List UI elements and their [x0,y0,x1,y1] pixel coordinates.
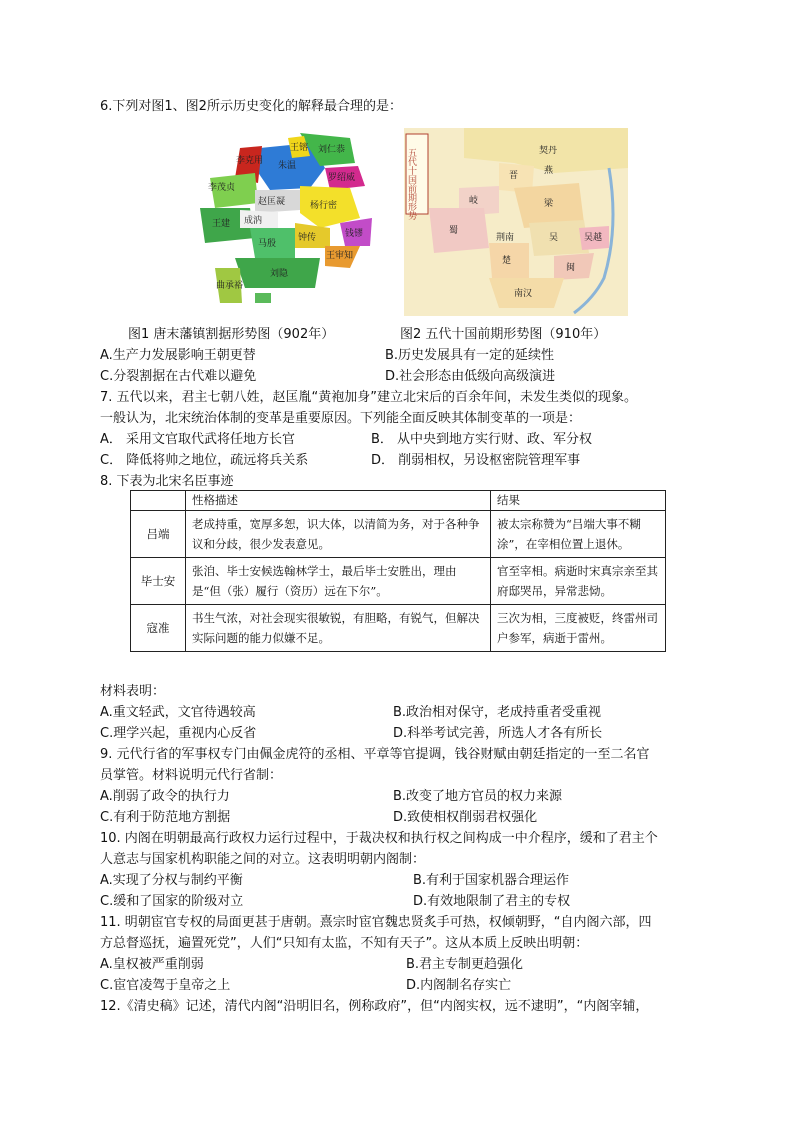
q7-option-d: D． 削弱相权，另设枢密院管理军事 [371,453,581,468]
q8-lead: 材料表明： [100,684,166,699]
map2-label-wuyue: 吴越 [584,233,603,243]
table-header-row [131,491,666,511]
q8-stem: 8. 下表为北宋名臣事迹 [100,474,234,489]
q11-option-d: D.内阁制名存实亡 [406,978,512,993]
q9-option-c: C.有利于防范地方割据 [100,810,231,825]
table-cell-result: 官至宰相。病逝时宋真宗亲至其府邸哭吊，异常悲恸。 [491,558,666,605]
map1-label-yangxingmi: 杨行密 [310,201,338,211]
map1-label-zhaokuangning: 赵匡凝 [258,197,286,207]
map2-label-shu: 蜀 [449,226,459,236]
map1-region-hainan [255,293,271,303]
table-cell-name: 寇准 [131,605,186,652]
map2-label-min: 闽 [566,263,576,273]
map1-label-quchengyu: 曲承裕 [216,281,244,291]
table-row [131,511,666,558]
q7-option-a: A． 采用文官取代武将任地方长官 [100,432,296,447]
map2-label-chu: 楚 [502,256,512,266]
q7-stem-line1: 7. 五代以来，君主七朝八姓，赵匡胤“黄袍加身”建立北宋后的百余年间，未发生类似的现象。 [100,390,638,405]
map2-region-shu [429,208,489,253]
map1-label-wangshenzhi: 王审知 [326,251,354,261]
map2-label-yan: 燕 [544,166,554,176]
q12-stem-line1: 12.《清史稿》记述，清代内阁“沿明旧名，例称政府”，但“内阁实权，远不逮明”，“内阁宰辅， [100,999,649,1014]
q8-option-b: B.政治相对保守，老成持重者受重视 [393,705,602,720]
q10-stem-line1: 10. 内阁在明朝最高行政权力运行过程中，于裁决权和执行权之间构成一中介程序，缓和了君主个 [100,831,658,846]
q7-option-b: B． 从中央到地方实行财、政、军分权 [371,432,593,447]
map2-label-nanhan: 南汉 [514,289,533,299]
map1-label-liurengong: 刘仁恭 [318,145,346,155]
table-row [131,558,666,605]
table-cell-result: 三次为相，三度被贬，终雷州司户参军，病逝于雷州。 [491,605,666,652]
map2-label-liang: 梁 [544,199,554,209]
q6-option-d: D.社会形态由低级向高级演进 [385,369,556,384]
q6-option-c: C.分裂割据在古代难以避免 [100,369,257,384]
table-cell-name: 毕士安 [131,558,186,605]
map1-label-zhongchuan: 钟传 [298,233,317,243]
map2-title: 五代十国前期形势 [406,148,416,220]
q6-stem: 6.下列对图1、图2所示历史变化的解释最合理的是： [100,99,402,114]
q8-option-c: C.理学兴起，重视内心反省 [100,726,257,741]
q10-option-d: D.有效地限制了君主的专权 [413,894,571,909]
map-2-wudai-shiguo [404,128,628,316]
table-row [131,605,666,652]
map1-label-wangrong: 王镕 [290,143,309,153]
map2-label-wu: 吴 [549,233,559,243]
q8-option-d: D.科举考试完善，所选人才各有所长 [393,726,603,741]
q11-option-a: A.皇权被严重削弱 [100,957,204,972]
q11-stem-line1: 11. 明朝宦官专权的局面更甚于唐朝。熹宗时宦官魏忠贤炙手可热，权倾朝野，“自内阁六部，四 [100,915,652,930]
q7-stem-line2: 一般认为，北宋统治体制的变革是重要原因。下列能全面反映其体制变革的一项是： [100,411,582,426]
map1-label-liemaozhen: 李茂贞 [208,183,236,193]
q6-option-b: B.历史发展具有一定的延续性 [385,348,555,363]
map2-label-jin: 晋 [509,171,519,181]
table-cell-desc: 书生气浓，对社会现实很敏锐，有胆略，有锐气，但解决实际问题的能力似嫌不足。 [186,605,491,652]
map2-label-qi: 岐 [469,196,479,206]
table-cell-desc: 张洎、毕士安候选翰林学士，最后毕士安胜出，理由是“但（张）履行（资历）远在下尔”。 [186,558,491,605]
q9-stem-line2: 员掌管。材料说明元代行省制： [100,768,283,783]
map1-caption: 图1 唐末藩镇割据形势图（902年） [128,327,335,342]
map2-region-wu [529,220,589,256]
map1-label-wangjian: 王建 [212,219,231,229]
map2-caption: 图2 五代十国前期形势图（910年） [400,327,607,342]
table-header-result: 结果 [491,491,666,511]
q9-option-b: B.改变了地方官员的权力来源 [393,789,563,804]
map1-label-likeyong: 李克用 [236,156,264,166]
q9-stem-line1: 9. 元代行省的军事权专门由佩金虎符的丞相、平章等官提调，钱谷财赋由朝廷指定的一至二名官 [100,747,650,762]
map1-label-qianliu: 钱镠 [345,229,364,239]
q9-option-d: D.致使相权削弱君权强化 [393,810,538,825]
map1-label-luoshaowei: 罗绍威 [328,173,356,183]
map1-label-zhuwen: 朱温 [278,161,297,171]
table-cell-desc: 老成持重，宽厚多恕，识大体，以清简为务，对于各种争议和分歧，很少发表意见。 [186,511,491,558]
table-cell-name: 吕端 [131,511,186,558]
q10-stem-line2: 人意志与国家机构职能之间的对立。这表明明朝内阁制： [100,852,426,867]
q6-option-a: A.生产力发展影响王朝更替 [100,348,256,363]
table-cell-result: 被太宗称赞为“吕端大事不糊涂”，在宰相位置上退休。 [491,511,666,558]
q8-option-a: A.重文轻武，文官待遇较高 [100,705,256,720]
q10-option-b: B.有利于国家机器合理运作 [413,873,570,888]
map1-label-liuyin: 刘隐 [270,269,289,279]
q11-stem-line2: 方总督巡抚，遍置死党”，人们“只知有太监，不知有天子”。这从本质上反映出明朝： [100,936,589,951]
map2-label-jingnan: 荆南 [496,233,515,243]
q9-option-a: A.削弱了政令的执行力 [100,789,230,804]
q10-option-a: A.实现了分权与制约平衡 [100,873,243,888]
q11-option-b: B.君主专制更趋强化 [406,957,524,972]
map1-label-mayin: 马殷 [258,239,277,249]
map-1-tang-fanzhen [200,128,375,318]
map2-label-khitan: 契丹 [539,146,558,156]
q8-table [130,490,666,652]
table-header-blank [131,491,186,511]
map1-label-chengrui: 成汭 [244,216,263,226]
q10-option-c: C.缓和了国家的阶级对立 [100,894,244,909]
q11-option-c: C.宦官凌驾于皇帝之上 [100,978,231,993]
q7-option-c: C． 降低将帅之地位，疏远将兵关系 [100,453,309,468]
table-header-desc: 性格描述 [186,491,491,511]
